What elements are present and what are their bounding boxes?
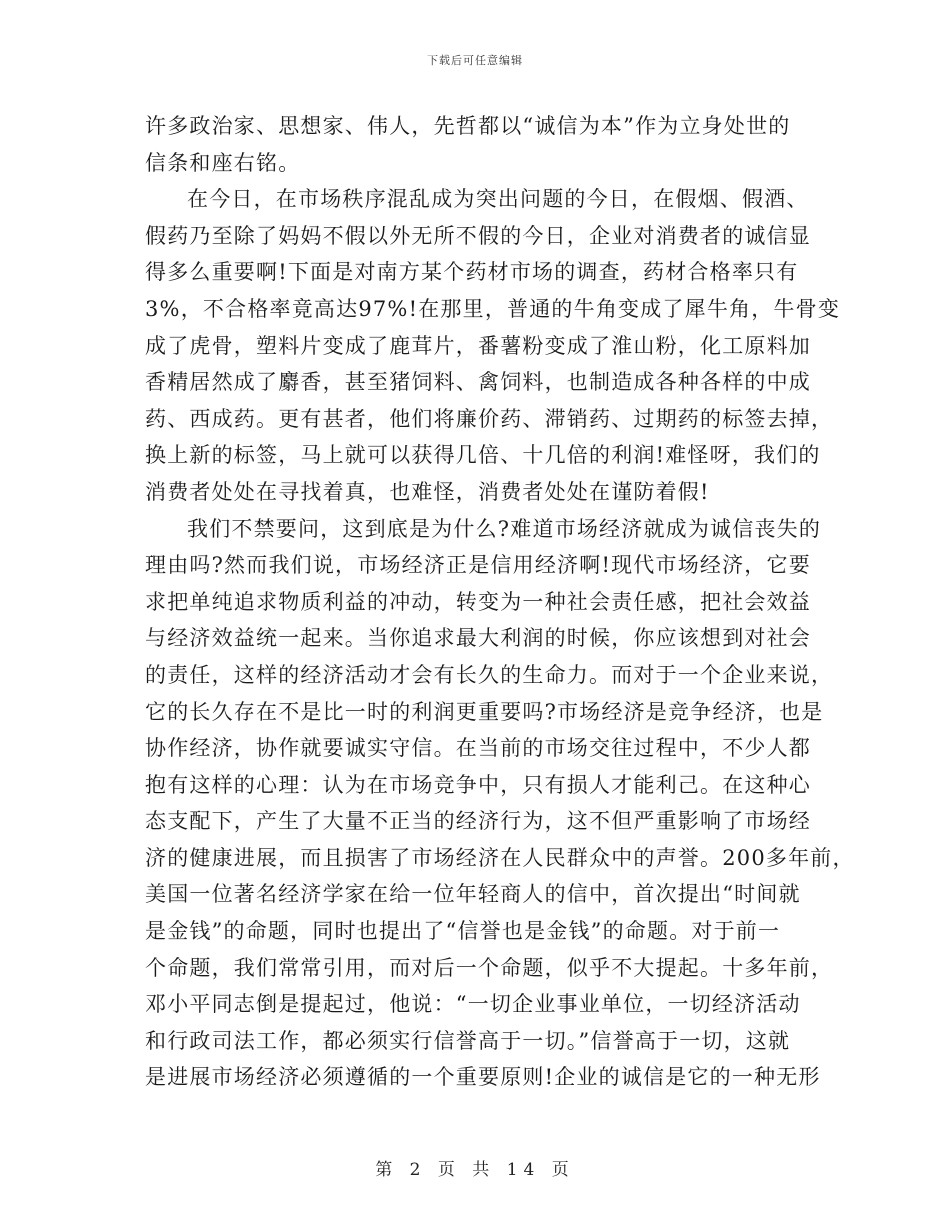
paragraph-line: 是金钱”的命题，同时也提出了“信誉也是金钱”的命题。对于前一 bbox=[145, 919, 781, 944]
paragraph-line: 香精居然成了麝香，甚至猪饲料、禽饲料，也制造成各种各样的中成 bbox=[145, 370, 811, 395]
paragraph-line: 济的健康进展，而且损害了市场经济在人民群众中的声誉。200多年前， bbox=[145, 845, 855, 870]
paragraph-line: 它的长久存在不是比一时的利润更重要吗?市场经济是竞争经济，也是 bbox=[145, 699, 824, 724]
paragraph-line: 成了虎骨，塑料片变成了鹿茸片，番薯粉变成了淮山粉，化工原料加 bbox=[145, 333, 811, 358]
paragraph-line: 协作经济，协作就要诚实守信。在当前的市场交往过程中，不少人都 bbox=[145, 736, 811, 761]
paragraph-line: 和行政司法工作，都必须实行信誉高于一切。”信誉高于一切，这就 bbox=[145, 1028, 791, 1053]
paragraph-line: 在今日，在市场秩序混乱成为突出问题的今日，在假烟、假酒、 bbox=[187, 187, 809, 212]
paragraph-line: 许多政治家、思想家、伟人，先哲都以“诚信为本”作为立身处世的 bbox=[145, 114, 791, 138]
paragraph-line: 的责任，这样的经济活动才会有长久的生命力。而对于一个企业来说， bbox=[145, 662, 834, 687]
paragraph-line: 消费者处处在寻找着真，也难怪，消费者处处在谨防着假! bbox=[145, 479, 710, 504]
paragraph-line: 个命题，我们常常引用，而对后一个命题，似乎不大提起。十多年前， bbox=[145, 955, 834, 980]
paragraph-line: 假药乃至除了妈妈不假以外无所不假的今日，企业对消费者的诚信显 bbox=[145, 223, 811, 248]
paragraph-line: 邓小平同志倒是提起过，他说：“一切企业事业单位，一切经济活动 bbox=[145, 992, 801, 1017]
paragraph-line: 美国一位著名经济学家在给一位年轻商人的信中，首次提出“时间就 bbox=[145, 882, 801, 907]
paragraph-line: 抱有这样的心理：认为在市场竞争中，只有损人才能利己。在这种心 bbox=[145, 772, 811, 797]
paragraph-line: 3%，不合格率竟高达97%!在那里，普通的牛角变成了犀牛角，牛骨变 bbox=[145, 296, 841, 321]
paragraph-line: 求把单纯追求物质利益的冲动，转变为一种社会责任感，把社会效益 bbox=[145, 589, 811, 614]
paragraph-line: 是进展市场经济必须遵循的一个重要原则!企业的诚信是它的一种无形 bbox=[145, 1065, 821, 1090]
paragraph-line: 我们不禁要问，这到底是为什么?难道市场经济就成为诚信丧失的 bbox=[187, 516, 822, 541]
paragraph-line: 态支配下，产生了大量不正当的经济行为，这不但严重影响了市场经 bbox=[145, 809, 811, 834]
paragraph-line: 信条和座右铭。 bbox=[145, 150, 301, 175]
paragraph-line: 药、西成药。更有甚者，他们将廉价药、滞销药、过期药的标签去掉， bbox=[145, 406, 834, 431]
page-header: 下载后可任意编辑 bbox=[427, 54, 523, 67]
paragraph-line: 与经济效益统一起来。当你追求最大利润的时候，你应该想到对社会 bbox=[145, 626, 811, 651]
paragraph-line: 理由吗?然而我们说，市场经济正是信用经济啊!现代市场经济，它要 bbox=[145, 553, 811, 578]
paragraph-line: 得多么重要啊!下面是对南方某个药材市场的调查，药材合格率只有 bbox=[145, 260, 799, 285]
document-body bbox=[145, 108, 855, 1096]
paragraph-line: 换上新的标签，马上就可以获得几倍、十几倍的利润!难怪呀，我们的 bbox=[145, 443, 821, 468]
page-footer: 第 2 页 共 14 页 bbox=[375, 1160, 575, 1180]
